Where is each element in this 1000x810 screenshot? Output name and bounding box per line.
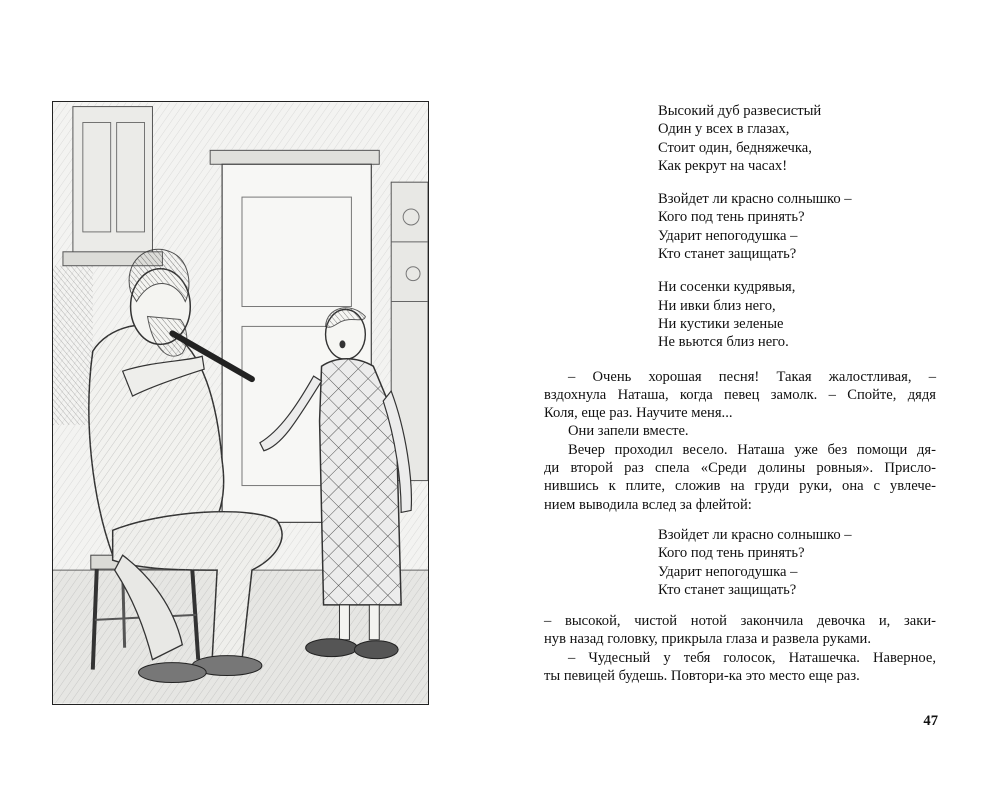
text-line: Коля, еще раз. Научите меня... bbox=[544, 405, 733, 422]
poem-line: Кто станет защищать? bbox=[658, 581, 797, 598]
text-line: Они запели вместе. bbox=[568, 423, 689, 440]
poem-line: Не вьются близ него. bbox=[658, 334, 789, 351]
text-line: вздохнула Наташа, когда певец замолк. – Спойте, дядя bbox=[544, 386, 936, 403]
poem-line: Ударит непогодушка – bbox=[658, 227, 798, 244]
text-line: нившись к плите, сложив на груди руки, она с увлече- bbox=[544, 478, 936, 495]
text-line: Вечер проходил весело. Наташа уже без помощи дя- bbox=[568, 441, 936, 458]
text-line: нув назад головку, прикрыла глаза и развела руками. bbox=[544, 631, 872, 648]
poem-line: Как рекрут на часах! bbox=[658, 157, 788, 174]
poem-line: Высокий дуб развесистый bbox=[658, 103, 822, 119]
poem-line: Стоит один, бедняжечка, bbox=[658, 139, 812, 156]
text-line: – высокой, чистой нотой закончила девочка и, заки- bbox=[544, 613, 936, 630]
paragraph bbox=[544, 441, 936, 514]
poem-stanza bbox=[658, 526, 936, 599]
poem-line: Кого под тень принять? bbox=[658, 545, 805, 562]
paragraph bbox=[544, 612, 936, 649]
page-number: 47 bbox=[923, 713, 938, 729]
poem-line: Взойдет ли красно солнышко – bbox=[658, 191, 852, 208]
paragraph bbox=[544, 368, 936, 423]
page-text bbox=[544, 102, 936, 685]
text-line: нием выводила вслед за флейтой: bbox=[544, 496, 752, 513]
prose-block bbox=[544, 368, 936, 514]
paragraph bbox=[544, 422, 936, 440]
illustration bbox=[52, 101, 429, 705]
poem-line: Кого под тень принять? bbox=[658, 209, 805, 226]
text-line: ты певицей будешь. Повтори-ка это место еще раз. bbox=[544, 668, 860, 685]
poem-line: Ни ивки близ него, bbox=[658, 297, 776, 314]
poem-stanza bbox=[658, 190, 936, 263]
text-line: – Чудесный у тебя голосок, Наташечка. Наверное, bbox=[568, 649, 936, 666]
pencil-sketch-illustration bbox=[53, 102, 428, 704]
poem-line: Ни кустики зеленые bbox=[658, 315, 784, 332]
poem-line: Ни сосенки кудрявыя, bbox=[658, 279, 796, 296]
poem-line: Один у всех в глазах, bbox=[658, 121, 790, 138]
poem-line: Кто станет защищать? bbox=[658, 246, 797, 263]
prose-block bbox=[544, 612, 936, 685]
paragraph bbox=[544, 649, 936, 686]
text-line: – Очень хорошая песня! Такая жалостливая, – bbox=[568, 368, 936, 385]
poem-stanza bbox=[658, 278, 936, 351]
poem-line: Ударит непогодушка – bbox=[658, 563, 798, 580]
text-line: ди второй раз спела «Среди долины ровныя». Присло- bbox=[544, 460, 936, 477]
poem-stanza bbox=[658, 102, 936, 175]
poem-line: Взойдет ли красно солнышко – bbox=[658, 526, 852, 543]
